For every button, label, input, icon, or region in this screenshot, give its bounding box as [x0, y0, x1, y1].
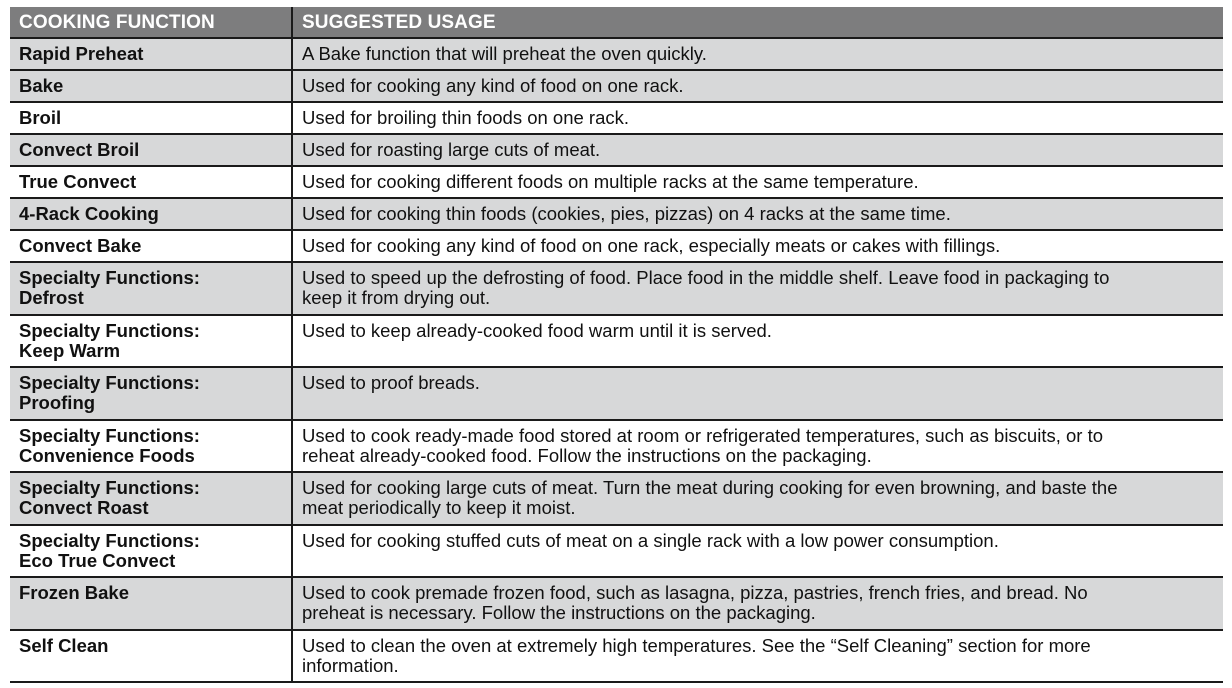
function-usage	[293, 368, 1223, 419]
function-usage: Used for cooking any kind of food on one rack, especially meats or cakes with fillings.	[302, 235, 1001, 256]
function-usage: Used for cooking different foods on multiple racks at the same temperature.	[302, 171, 919, 192]
function-usage-line2: meat periodically to keep it moist.	[302, 497, 576, 518]
function-usage-line1: Used to proof breads.	[302, 372, 480, 393]
function-usage-line2: information.	[302, 654, 399, 676]
function-name-line2: Defrost	[19, 287, 84, 308]
function-name-line2: Proofing	[19, 392, 96, 413]
function-name: Convect Bake	[10, 231, 293, 261]
function-usage-line1: Used for cooking stuffed cuts of meat on a single rack with a low power consumption.	[302, 529, 999, 551]
function-usage-line1: Used to cook ready-made food stored at room or refrigerated temperatures, such as biscuits, or to	[302, 424, 1104, 446]
table-row	[10, 578, 1223, 631]
function-name-line2: Eco True Convect	[19, 549, 176, 571]
function-usage	[293, 263, 1223, 314]
table-row	[10, 199, 1223, 231]
function-name-line1: Specialty Functions:	[19, 477, 200, 498]
table-row	[10, 421, 1223, 474]
function-usage-line1: Used to clean the oven at extremely high temperatures. See the “Self Cleaning” section for more	[302, 634, 1091, 656]
function-name: Convect Broil	[10, 135, 293, 165]
table-row	[10, 473, 1223, 526]
function-usage-line1: Used to keep already-cooked food warm until it is served.	[302, 319, 772, 341]
table-row	[10, 71, 1223, 103]
function-name	[10, 316, 293, 367]
function-name	[10, 473, 293, 524]
table-row	[10, 631, 1223, 684]
function-usage	[293, 578, 1223, 629]
function-usage: Used for cooking thin foods (cookies, pies, pizzas) on 4 racks at the same time.	[302, 203, 951, 224]
function-usage-line1: Used to speed up the defrosting of food. Place food in the middle shelf. Leave food in packaging to	[302, 267, 1110, 288]
header-cooking-function: COOKING FUNCTION	[10, 7, 293, 37]
function-usage	[293, 631, 1223, 682]
header-suggested-usage: SUGGESTED USAGE	[302, 12, 496, 33]
function-name	[10, 263, 293, 314]
function-name	[10, 526, 293, 577]
function-name-line1: Specialty Functions:	[19, 372, 200, 393]
function-name: Broil	[10, 103, 293, 133]
table-row	[10, 39, 1223, 71]
function-usage-line2: keep it from drying out.	[302, 287, 491, 308]
function-usage	[293, 421, 1223, 472]
function-name-line1: Specialty Functions:	[19, 529, 200, 551]
function-name: True Convect	[10, 167, 293, 197]
function-name-line1: Specialty Functions:	[19, 267, 200, 288]
table-row	[10, 316, 1223, 369]
function-name-line2: Keep Warm	[19, 339, 121, 361]
function-usage-line1: Used for cooking large cuts of meat. Turn the meat during cooking for even browning, and baste the	[302, 477, 1118, 498]
function-name	[10, 631, 293, 682]
table-row	[10, 368, 1223, 421]
function-usage-line1: Used to cook premade frozen food, such as lasagna, pizza, pastries, french fries, and bread. No	[302, 582, 1088, 603]
function-name-line1: Self Clean	[19, 634, 109, 656]
table-row	[10, 167, 1223, 199]
function-usage: Used for roasting large cuts of meat.	[302, 139, 601, 160]
function-name-line2: Convect Roast	[19, 497, 149, 518]
cooking-functions-table	[10, 7, 1223, 683]
function-name	[10, 578, 293, 629]
function-name	[10, 421, 293, 472]
table-row	[10, 526, 1223, 579]
function-usage	[293, 473, 1223, 524]
function-name-line2: Convenience Foods	[19, 444, 195, 466]
function-usage: A Bake function that will preheat the oven quickly.	[302, 43, 707, 64]
function-name: Rapid Preheat	[10, 39, 293, 69]
function-name-line1: Specialty Functions:	[19, 424, 200, 446]
function-usage: Used for broiling thin foods on one rack.	[302, 107, 630, 128]
function-usage-line2: reheat already-cooked food. Follow the instructions on the packaging.	[302, 444, 872, 466]
function-name: Bake	[10, 71, 293, 101]
table-row	[10, 231, 1223, 263]
function-name: 4-Rack Cooking	[10, 199, 293, 229]
function-name-line1: Specialty Functions:	[19, 319, 200, 341]
table-row	[10, 135, 1223, 167]
function-usage-line2: preheat is necessary. Follow the instructions on the packaging.	[302, 602, 816, 623]
function-usage: Used for cooking any kind of food on one rack.	[302, 75, 684, 96]
table-row	[10, 103, 1223, 135]
function-usage	[293, 316, 1223, 367]
function-name-line1: Frozen Bake	[19, 582, 130, 603]
function-name	[10, 368, 293, 419]
function-usage	[293, 526, 1223, 577]
table-row	[10, 263, 1223, 316]
table-header-row	[10, 7, 1223, 39]
